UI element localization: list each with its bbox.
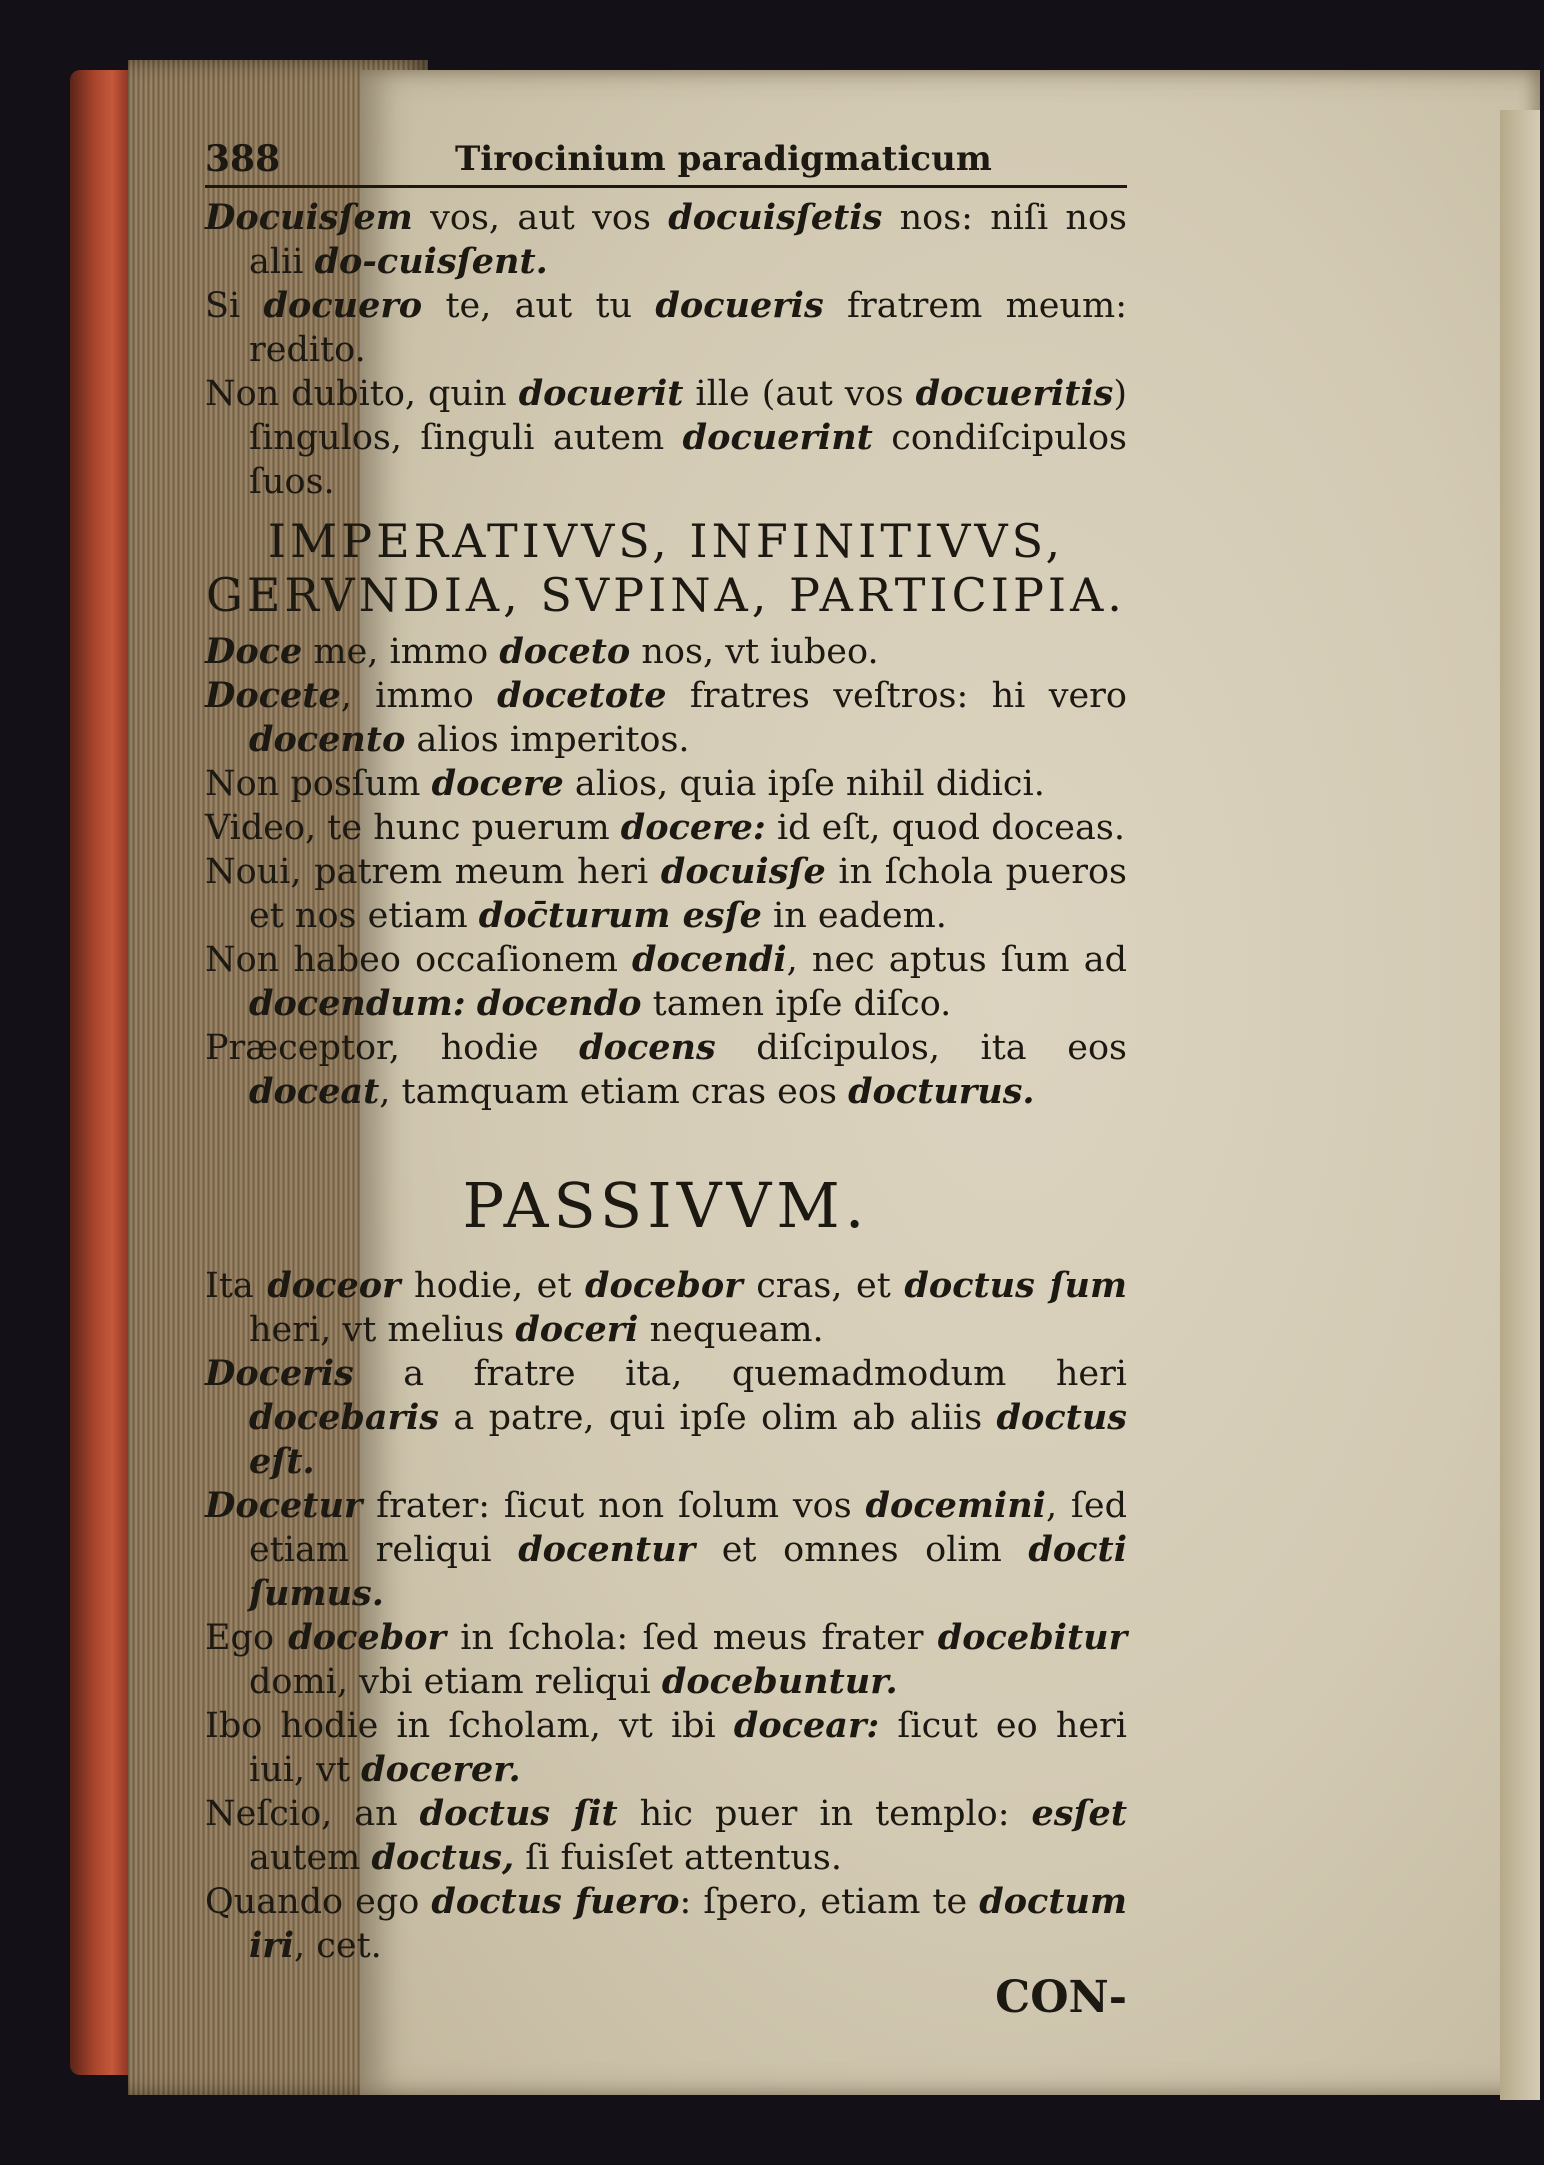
text-segment: diſcipulos, ita eos — [715, 1028, 1127, 1068]
verb-form: docere: — [620, 807, 766, 848]
facing-page-edge — [1500, 110, 1540, 2100]
verb-form: docuisſetis — [668, 197, 883, 238]
verb-form: docear: — [733, 1705, 880, 1746]
text-segment: , ſed etiam reliqui — [249, 1486, 1128, 1570]
text-segment: , immo — [340, 676, 498, 716]
text-segment: Noui, patrem meum heri — [205, 852, 661, 892]
verb-form: docerer. — [361, 1749, 521, 1790]
text-segment: , nec aptus ſum ad — [786, 940, 1127, 980]
text-segment: me, immo — [302, 632, 500, 672]
verb-form: docendum: — [249, 983, 466, 1024]
active-subjunctive-lines — [205, 196, 1127, 504]
verb-form: doctus eſt. — [249, 1397, 1127, 1482]
text-line — [205, 196, 1127, 284]
text-line — [205, 674, 1127, 762]
verb-form: Doceris — [205, 1353, 354, 1394]
text-segment: condiſcipulos ſuos. — [249, 418, 1127, 502]
verb-form: docueritis — [915, 373, 1114, 414]
text-line — [205, 630, 1127, 674]
verb-form: doctus fuero — [431, 1881, 680, 1922]
passive-lines — [205, 1264, 1127, 1968]
text-segment: hic puer in templo: — [617, 1794, 1032, 1834]
text-segment: fratres veſtros: hi vero — [666, 676, 1127, 716]
text-segment — [466, 984, 477, 1024]
page-number: 388 — [205, 138, 281, 180]
text-segment: : ſpero, etiam te — [679, 1882, 980, 1922]
verb-form: docens — [579, 1027, 716, 1068]
verb-form: docere — [431, 763, 564, 804]
verb-form: docebaris — [249, 1397, 439, 1438]
text-segment: ille (aut vos — [683, 374, 916, 414]
verb-form: docuerit — [518, 373, 684, 414]
text-segment: Præceptor, hodie — [205, 1028, 580, 1068]
text-area — [205, 135, 1128, 2023]
text-segment: alios imperitos. — [405, 720, 690, 760]
text-line — [205, 372, 1127, 504]
text-segment: heri, vt melius — [249, 1310, 516, 1350]
verb-form: doctus ſum — [904, 1265, 1127, 1306]
text-segment: ) ſingulos, ſinguli autem — [249, 374, 1128, 458]
text-segment: Ego — [205, 1618, 289, 1658]
text-segment: fratrem meum: redito. — [249, 286, 1127, 370]
text-segment: te, aut tu — [422, 286, 656, 326]
text-segment: alios, quia ipſe nihil didici. — [563, 764, 1045, 804]
verb-form: docueris — [655, 285, 824, 326]
text-line — [205, 850, 1127, 938]
verb-form: docentur — [518, 1529, 696, 1570]
text-segment: Non dubito, quin — [205, 374, 519, 414]
heading-passive: PASSIVVM. — [462, 1169, 870, 1242]
verb-form: doceri — [515, 1309, 639, 1350]
text-line — [205, 1704, 1127, 1792]
verb-form: docuero — [263, 285, 423, 326]
text-segment: Quando ego — [205, 1882, 432, 1922]
verb-form: Docetur — [205, 1485, 363, 1526]
text-segment: , cet. — [294, 1926, 382, 1966]
imperative-lines — [205, 630, 1127, 1114]
text-segment: id eſt, quod doceas. — [765, 808, 1125, 848]
verb-form: docetote — [497, 675, 667, 716]
text-segment: a fratre ita, quemadmodum heri — [353, 1354, 1127, 1394]
catchword: CON- — [995, 1972, 1127, 2023]
text-segment: cras, et — [742, 1266, 905, 1306]
verb-form: Docete — [205, 675, 341, 716]
text-segment: ſi fuisſet attentus. — [514, 1838, 842, 1878]
text-line — [205, 1352, 1127, 1484]
verb-form: docuerint — [682, 417, 873, 458]
verb-form: doctus ſit — [419, 1793, 618, 1834]
verb-form: doctum iri — [249, 1881, 1128, 1966]
text-segment: tamen ipſe diſco. — [641, 984, 952, 1024]
verb-form: do-cuisſent. — [314, 241, 548, 282]
text-segment: Non posſum — [205, 764, 432, 804]
text-segment: nos: niſi nos alii — [249, 198, 1128, 282]
verb-form: doceat — [249, 1071, 380, 1112]
text-segment: in eadem. — [761, 896, 947, 936]
verb-form: docebuntur. — [661, 1661, 898, 1702]
verb-form: docebitur — [937, 1617, 1128, 1658]
verb-form: doceor — [267, 1265, 401, 1306]
verb-form: docendi — [632, 939, 787, 980]
text-segment: vos, aut vos — [412, 198, 669, 238]
book-cover-edge — [70, 70, 130, 2075]
verb-form: docti ſumus. — [249, 1529, 1128, 1614]
text-segment: Non habeo occaſionem — [205, 940, 633, 980]
text-line — [205, 1026, 1127, 1114]
verb-form: docemini — [865, 1485, 1046, 1526]
text-segment: in ſchola pueros et nos etiam — [249, 852, 1128, 936]
running-title: Tirocinium paradigmaticum — [455, 139, 992, 179]
text-segment: hodie, et — [400, 1266, 585, 1306]
running-head — [205, 135, 1127, 188]
text-segment: Si — [205, 286, 264, 326]
verb-form: docebor — [585, 1265, 743, 1306]
verb-form: doceto — [499, 631, 631, 672]
text-segment: autem — [249, 1838, 372, 1878]
text-line — [205, 762, 1127, 806]
verb-form: docento — [249, 719, 406, 760]
verb-form: esſet — [1031, 1793, 1127, 1834]
verb-form: Doce — [205, 631, 303, 672]
text-line — [205, 1264, 1127, 1352]
verb-form: doctus, — [371, 1837, 515, 1878]
text-line — [205, 1792, 1127, 1880]
verb-form: docendo — [476, 983, 642, 1024]
text-segment: , tamquam etiam cras eos — [379, 1072, 849, 1112]
heading-imperative: IMPERATIVVS, INFINITIVVS, GERVNDIA, SVPINA, PARTICIPIA. — [206, 514, 1126, 622]
verb-form: docebor — [288, 1617, 446, 1658]
text-line — [205, 806, 1127, 850]
text-line — [205, 1484, 1127, 1616]
text-line — [205, 938, 1127, 1026]
text-segment: Neſcio, an — [205, 1794, 420, 1834]
text-segment: nos, vt iubeo. — [630, 632, 879, 672]
verb-form: Docuisſem — [205, 197, 413, 238]
text-segment: domi, vbi etiam reliqui — [249, 1662, 662, 1702]
text-segment: frater: ſicut non ſolum vos — [362, 1486, 866, 1526]
text-segment: Video, te hunc puerum — [205, 808, 621, 848]
verb-form: docturus. — [848, 1071, 1035, 1112]
text-segment: Ibo hodie in ſcholam, vt ibi — [205, 1706, 734, 1746]
text-segment: ſicut eo heri iui, vt — [249, 1706, 1127, 1790]
text-line — [205, 1880, 1127, 1968]
text-line — [205, 284, 1127, 372]
text-line — [205, 1616, 1127, 1704]
text-segment: a patre, qui ipſe olim ab aliis — [439, 1398, 997, 1438]
text-segment: nequeam. — [638, 1310, 824, 1350]
text-segment: in ſchola: ſed meus frater — [445, 1618, 938, 1658]
text-segment: Ita — [205, 1266, 268, 1306]
verb-form: doc̄turum esſe — [478, 895, 762, 936]
text-segment: et omnes olim — [695, 1530, 1029, 1570]
verb-form: docuisſe — [660, 851, 826, 892]
